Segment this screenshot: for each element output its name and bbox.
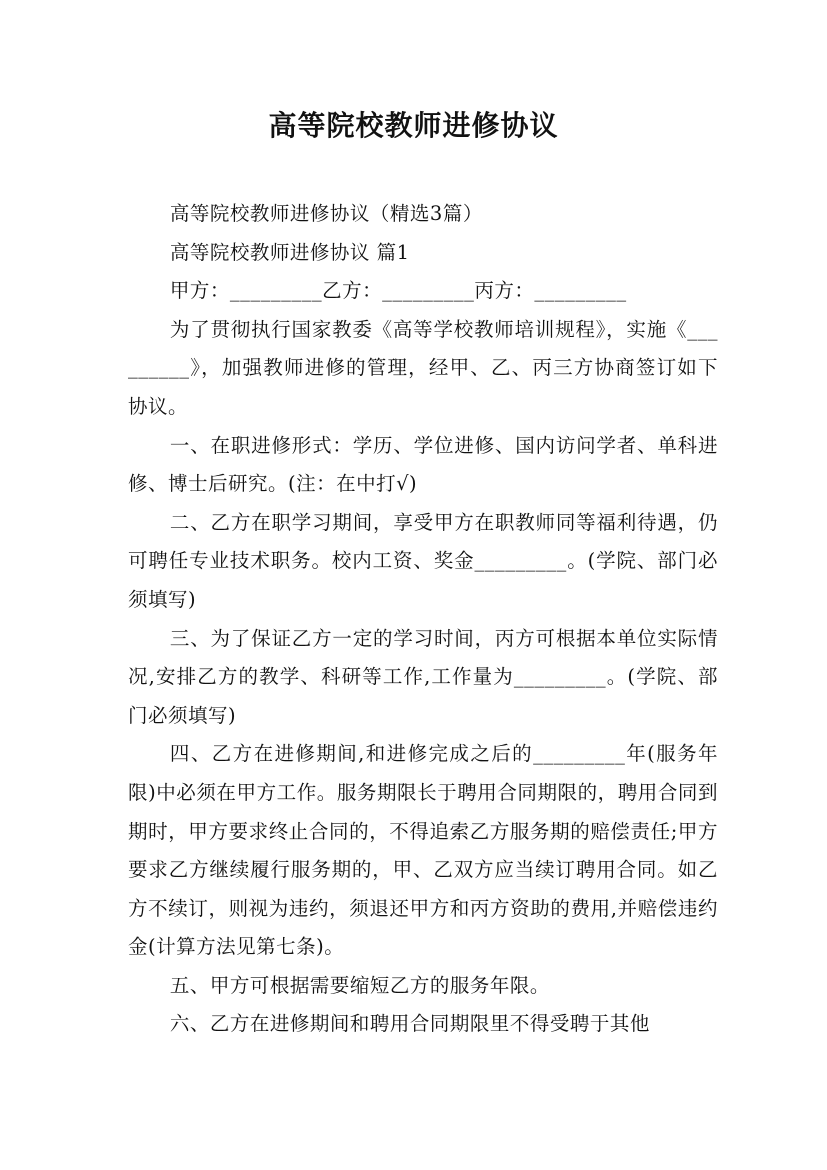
paragraph-section-heading: 高等院校教师进修协议 篇1 xyxy=(169,240,410,264)
paragraph-subtitle: 高等院校教师进修协议（精选3篇） xyxy=(169,202,483,225)
paragraph-parties: 甲方：_________乙方：_________丙方：_________ xyxy=(169,279,627,303)
document-title: 高等院校教师进修协议 xyxy=(268,109,559,142)
paragraph-clause-6: 六、乙方在进修期间和聘用合同期限里不得受聘于其他 xyxy=(169,1012,650,1036)
paragraph-clause-4: 四、乙方在进修期间,和进修完成之后的_________年(服务年限)中必须在甲方工作。服务期限长于聘用合同期限的，聘用合同到期时，甲方要求终止合同的，不得追索乙方服务期的赔偿责任;甲方要求乙方继续履行服务期的，甲、乙双方应当续订聘用合同。如乙方不续订，则视为违约，须退还甲方和丙方资助的费用,并赔偿违约金(计算方法见第七条)。 xyxy=(128,742,718,959)
paragraph-clause-5: 五、甲方可根据需要缩短乙方的服务年限。 xyxy=(169,973,550,997)
paragraph-clause-3: 三、为了保证乙方一定的学习时间，丙方可根据本单位实际情况,安排乙方的教学、科研等工作,工作量为_________。(学院、部门必须填写) xyxy=(128,626,718,727)
document-body xyxy=(128,195,718,1044)
paragraph-preamble: 为了贯彻执行国家教委《高等学校教师培训规程》，实施《_________》，加强教师进修的管理，经甲、乙、丙三方协商签订如下协议。 xyxy=(128,317,718,418)
paragraph-clause-2: 二、乙方在职学习期间，享受甲方在职教师同等福利待遇，仍可聘任专业技术职务。校内工资、奖金_________。(学院、部门必须填写) xyxy=(128,510,718,611)
paragraph-clause-1: 一、在职进修形式：学历、学位进修、国内访问学者、单科进修、博士后研究。(注：在中打√) xyxy=(128,433,718,496)
